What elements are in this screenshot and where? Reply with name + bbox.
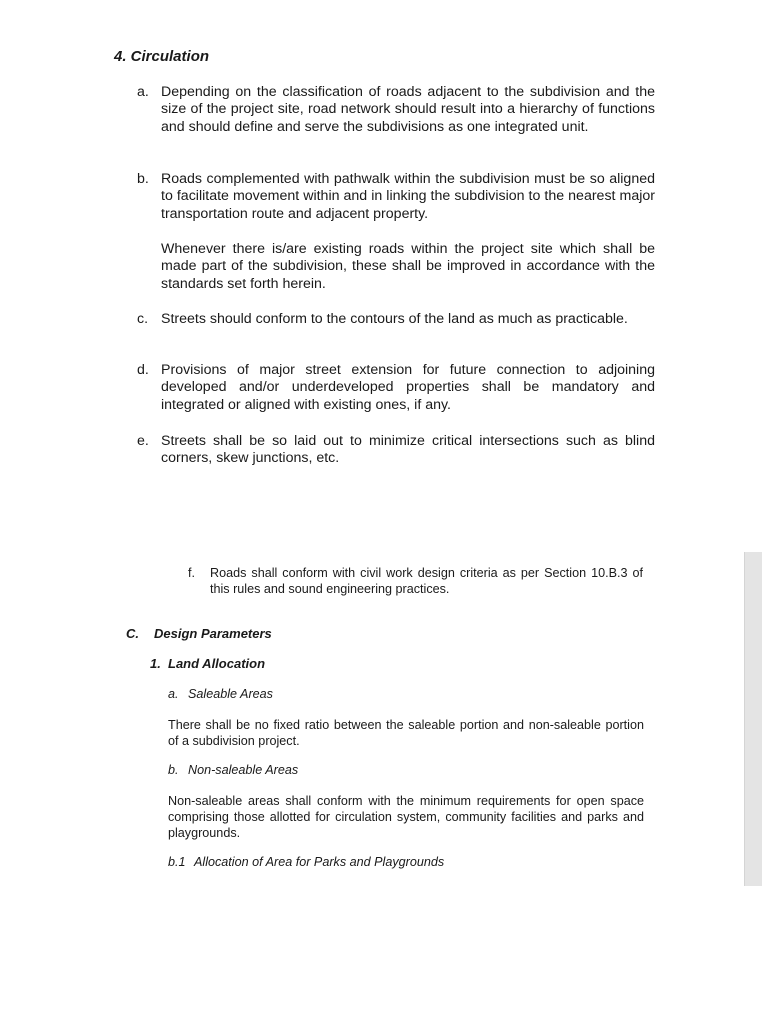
list-letter: f. [188, 566, 195, 580]
list-item-text: Depending on the classification of roads adjacent to the subdivision and the size of the project site, road network should result into a hierarchy of functions and should define and serve the subdivisions as one integrated unit. [161, 84, 655, 135]
subsection-number: b.1 [168, 855, 186, 869]
list-item-text: Provisions of major street extension for future connection to adjoining developed and/or underdeveloped properties shall be mandatory and integrated or aligned with existing ones, if any. [161, 362, 655, 413]
subsection-b-heading [168, 763, 298, 777]
list-letter: d. [137, 362, 149, 378]
section-title: Design Parameters [154, 626, 272, 641]
list-item-text: Roads shall conform with civil work design criteria as per Section 10.B.3 of this rules and sound engineering practices. [210, 566, 643, 596]
list-item-b [137, 171, 655, 223]
subsection-1-heading [150, 656, 265, 671]
list-item-c [137, 311, 655, 328]
list-item-b-paragraph: Whenever there is/are existing roads within the project site which shall be made part of the subdivision, these shall be improved in accordance with the standards set forth herein. [161, 241, 655, 292]
section-4-heading: 4. Circulation [114, 48, 210, 65]
subsection-b1-heading [168, 855, 444, 869]
list-item-d [137, 362, 655, 414]
scrollbar[interactable] [744, 552, 762, 886]
subsection-a-heading [168, 687, 273, 701]
list-item-text: Streets shall be so laid out to minimize critical intersections such as blind corners, skew junctions, etc. [161, 433, 655, 467]
list-letter: b. [137, 171, 149, 187]
saleable-areas-paragraph: There shall be no fixed ratio between the saleable portion and non-saleable portion of a subdivision project. [168, 718, 644, 748]
list-item-a [137, 84, 655, 136]
subsection-title: Allocation of Area for Parks and Playgrounds [194, 855, 445, 869]
section-number: C. [126, 626, 139, 641]
list-letter: c. [137, 311, 149, 327]
non-saleable-areas-paragraph: Non-saleable areas shall conform with the minimum requirements for open space comprising those allotted for circulation system, community facilities and parks and playgrounds. [168, 794, 644, 840]
list-item-e [137, 433, 655, 468]
section-c-heading [126, 626, 272, 641]
subsection-title: Non-saleable Areas [188, 763, 299, 777]
subsection-letter: a. [168, 687, 179, 701]
list-item-text: Roads complemented with pathwalk within the subdivision must be so aligned to facilitate movement within and in linking the subdivision to the nearest major transportation route and adjacent property. [161, 171, 655, 222]
subsection-title: Saleable Areas [188, 687, 273, 701]
list-item-text: Streets should conform to the contours of the land as much as practicable. [161, 311, 628, 327]
list-letter: e. [137, 433, 149, 449]
subsection-number: 1. [150, 656, 161, 671]
list-item-f [188, 566, 643, 598]
list-letter: a. [137, 84, 149, 100]
subsection-title: Land Allocation [168, 656, 266, 671]
subsection-letter: b. [168, 763, 179, 777]
